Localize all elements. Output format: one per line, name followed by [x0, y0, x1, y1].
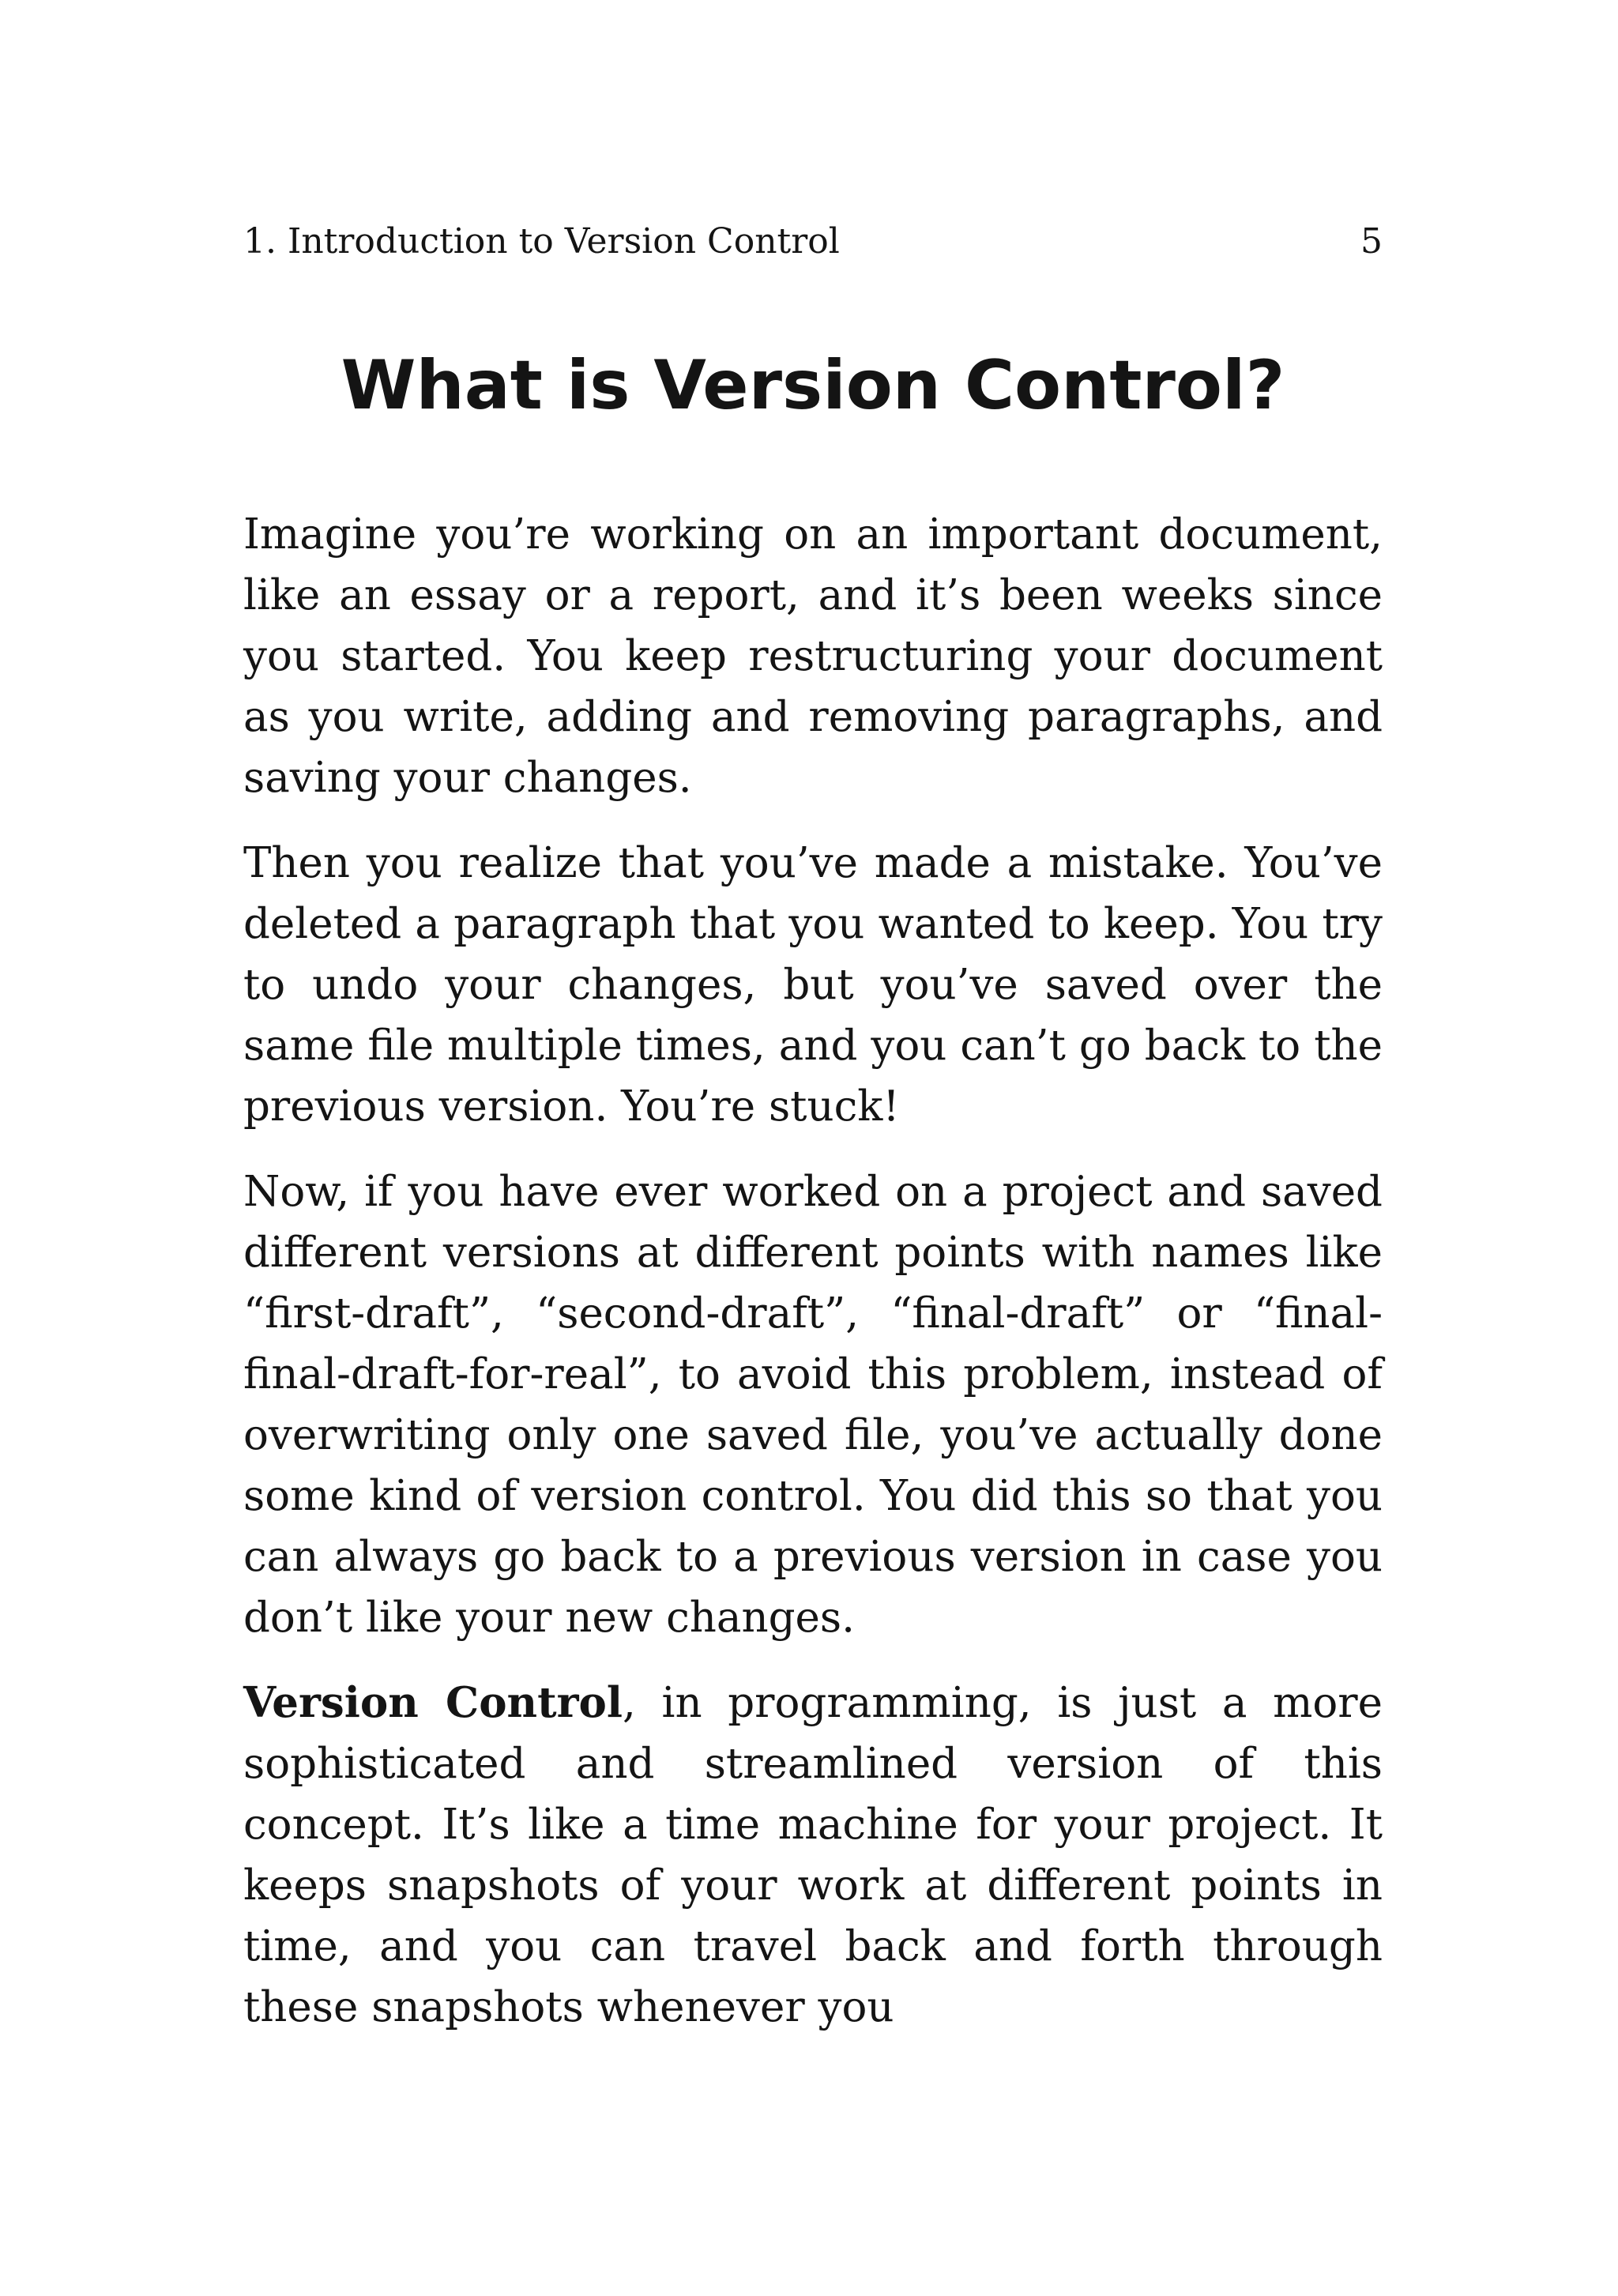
- section-heading: What is Version Control?: [341, 346, 1285, 425]
- paragraph-text: Imagine you’re working on an important document, like an essay or a report, and it’s been weeks since you started. You keep restructuring your document as you write, adding and removing paragraphs, and saving your changes.: [243, 510, 1383, 802]
- body-text: [243, 504, 1383, 2062]
- chapter-title: 1. Introduction to Version Control: [243, 221, 840, 262]
- paragraph: [243, 1161, 1383, 1648]
- paragraph-text: Now, if you have ever worked on a project and saved different versions at different points with names like “first-draft”, “second-draft”, “final-draft” or “final-final-draft-for-real”, to avoid this problem, instead of overwriting only one saved file, you’ve actually done some kind of version control. You did this so that you can always go back to a previous version in case you don’t like your new changes.: [243, 1168, 1383, 1642]
- paragraph: [243, 833, 1383, 1137]
- paragraph: [243, 504, 1383, 808]
- paragraph-text: Then you realize that you’ve made a mistake. You’ve deleted a paragraph that you wanted to keep. You try to undo your changes, but you’ve saved over the same file multiple times, and you can’t go back to the previous version. You’re stuck!: [243, 839, 1383, 1131]
- paragraph-text: , in programming, is just a more sophisticated and streamlined version of this concept. It’s like a time machine for your project. It keeps snapshots of your work at different points in time, and you can travel back and forth through these snapshots whenever you: [243, 1679, 1383, 2031]
- running-header: [243, 218, 1383, 265]
- bold-term: Version Control: [243, 1678, 623, 1727]
- paragraph: [243, 1673, 1383, 2038]
- page-number: 5: [1360, 221, 1383, 262]
